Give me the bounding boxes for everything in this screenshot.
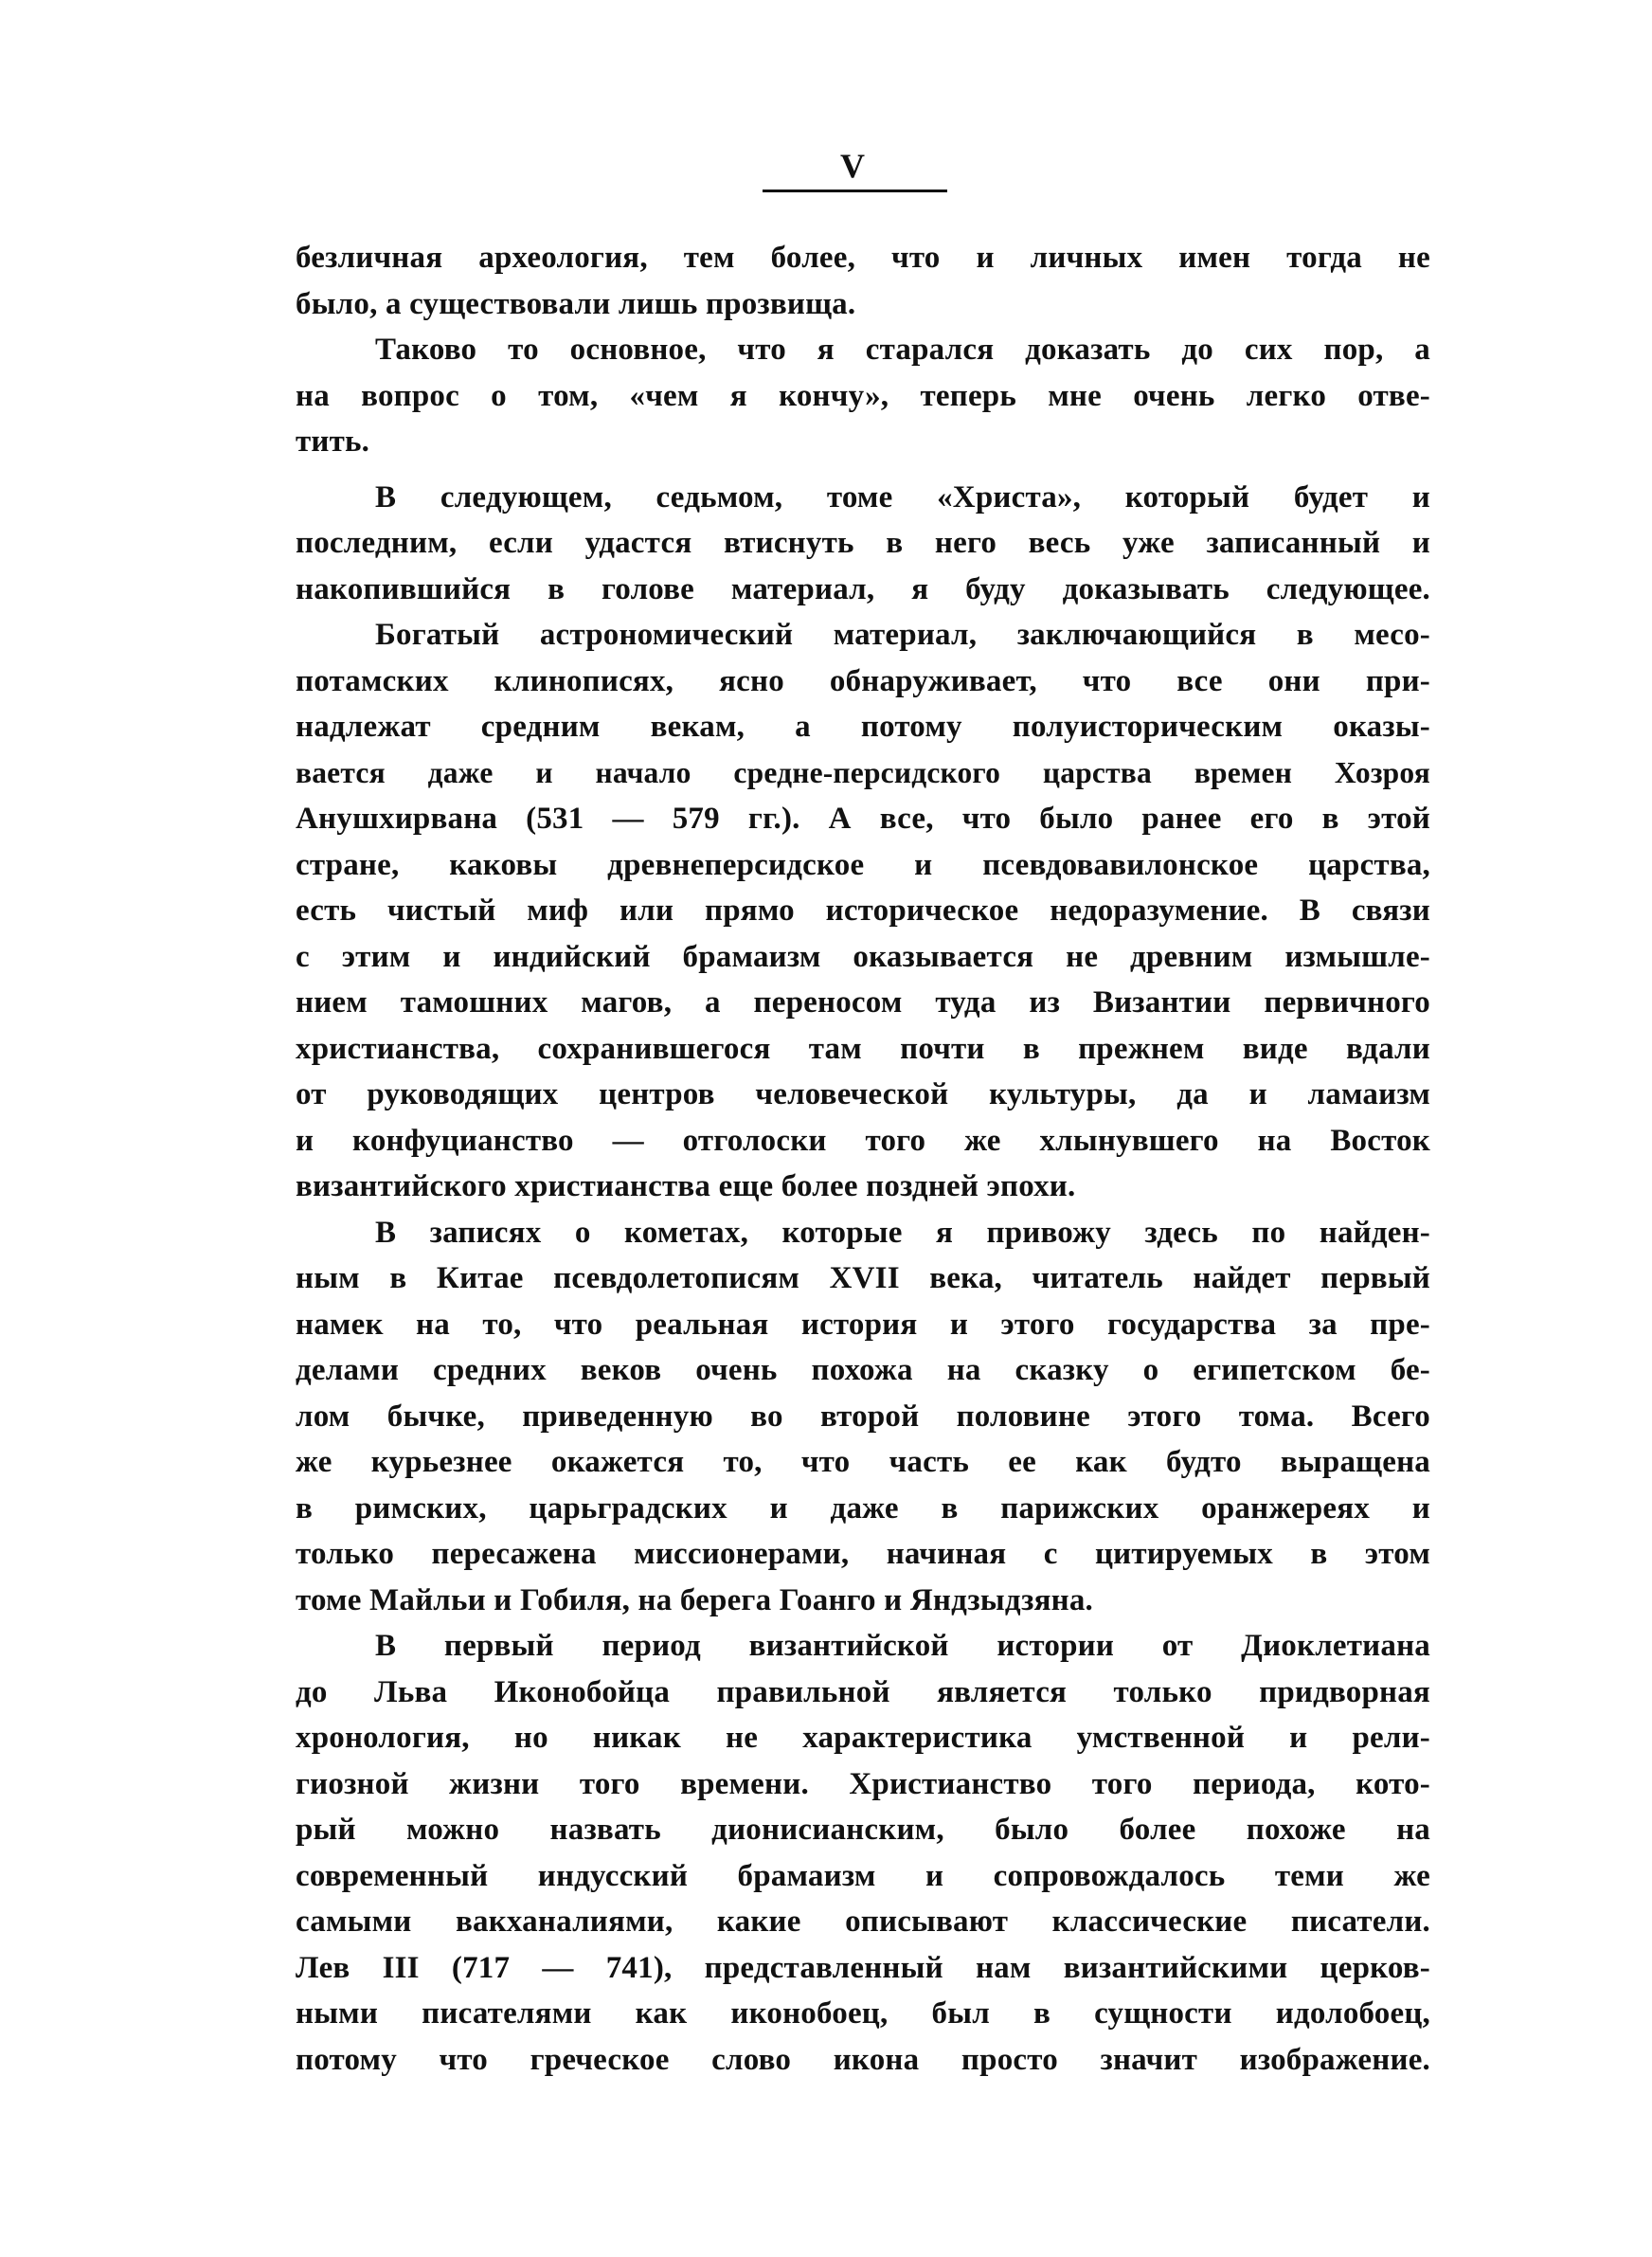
text-line: тить. <box>296 424 370 459</box>
text-line: нием тамошних магов, а переносом туда из Византии первичного <box>296 985 1430 1020</box>
text-line: только пересажена миссионерами, начиная с цитируемых в этом <box>296 1537 1430 1571</box>
text-line: византийского христианства еще более поздней эпохи. <box>296 1169 1076 1203</box>
text-line: намек на то, что реальная история и этого государства за пре- <box>296 1307 1430 1342</box>
text-line: томе Майльи и Гобиля, на берега Гоанго и Яндзыдзяна. <box>296 1582 1093 1617</box>
text-line: Богатый астрономический материал, заключающийся в месо- <box>375 618 1430 652</box>
text-line: гиозной жизни того времени. Христианство того периода, кото- <box>296 1766 1430 1801</box>
text-line: надлежат средним векам, а потому полуисторическим оказы- <box>296 710 1430 744</box>
text-line: современный индусский брамаизм и сопровождалось теми же <box>296 1858 1430 1893</box>
text-line: в римских, царьградских и даже в парижских оранжереях и <box>296 1490 1430 1526</box>
text-line: В записях о кометах, которые я привожу здесь по найден- <box>375 1215 1430 1250</box>
text-line: Лев III (717 — 741), представленный нам византийскими церков- <box>296 1950 1430 1985</box>
text-line: накопившийся в голове материал, я буду доказывать следующее. <box>296 571 1430 606</box>
text-line: потамских клинописях, ясно обнаруживает, что все они при- <box>296 663 1430 698</box>
text-line: последним, если удастся втиснуть в него весь уже записанный и <box>296 526 1430 560</box>
text-line: христианства, сохранившегося там почти в прежнем виде вдали <box>296 1031 1430 1066</box>
text-line: и конфуцианство — отголоски того же хлынувшего на Восток <box>296 1123 1430 1158</box>
text-line: Таково то основное, что я старался доказать до сих пор, а <box>375 333 1430 367</box>
page-number: V <box>840 147 865 185</box>
text-line: на вопрос о том, «чем я кончу», теперь мне очень легко отве- <box>296 378 1430 413</box>
text-line: хронология, но никак не характеристика умственной и рели- <box>296 1721 1430 1755</box>
text-line: ным в Китае псевдолетописям XVII века, читатель найдет первый <box>296 1261 1430 1295</box>
text-line: В первый период византийской истории от Диоклетиана <box>375 1629 1430 1663</box>
text-line: стране, каковы древнеперсидское и псевдовавилонское царства, <box>296 847 1430 882</box>
text-line: от руководящих центров человеческой культуры, да и ламаизм <box>296 1077 1430 1111</box>
body-text <box>296 235 1430 2083</box>
text-line: с этим и индийский брамаизм оказывается не древним измышле- <box>296 939 1430 974</box>
text-line: Анушхирвана (531 — 579 гг.). А все, что было ранее его в этой <box>296 802 1430 836</box>
text-line: самыми вакханалиями, какие описывают классические писатели. <box>296 1905 1430 1939</box>
text-line: делами средних веков очень похожа на сказку о египетском бе- <box>296 1353 1430 1387</box>
text-line: ными писателями как иконобоец, был в сущности идолобоец, <box>296 1996 1430 2031</box>
text-line: до Льва Иконобойца правильной является только придворная <box>296 1674 1430 1709</box>
text-line: рый можно назвать дионисианским, было более похоже на <box>296 1813 1430 1847</box>
text-line: есть чистый миф или прямо историческое недоразумение. В связи <box>296 894 1430 928</box>
text-line: безличная археология, тем более, что и личных имен тогда не <box>296 241 1430 275</box>
text-line: потому что греческое слово икона просто значит изображение. <box>296 2042 1430 2077</box>
text-line: лом бычке, приведенную во второй половине этого тома. Всего <box>296 1399 1430 1434</box>
text-line: вается даже и начало средне-персидского царства времен Хозроя <box>296 755 1430 789</box>
text-line: было, а существовали лишь прозвища. <box>296 286 856 321</box>
text-line: же курьезнее окажется то, что часть ее как будто выращена <box>296 1445 1430 1479</box>
header-rule <box>763 190 947 192</box>
text-line: В следующем, седьмом, томе «Христа», который будет и <box>375 479 1430 515</box>
